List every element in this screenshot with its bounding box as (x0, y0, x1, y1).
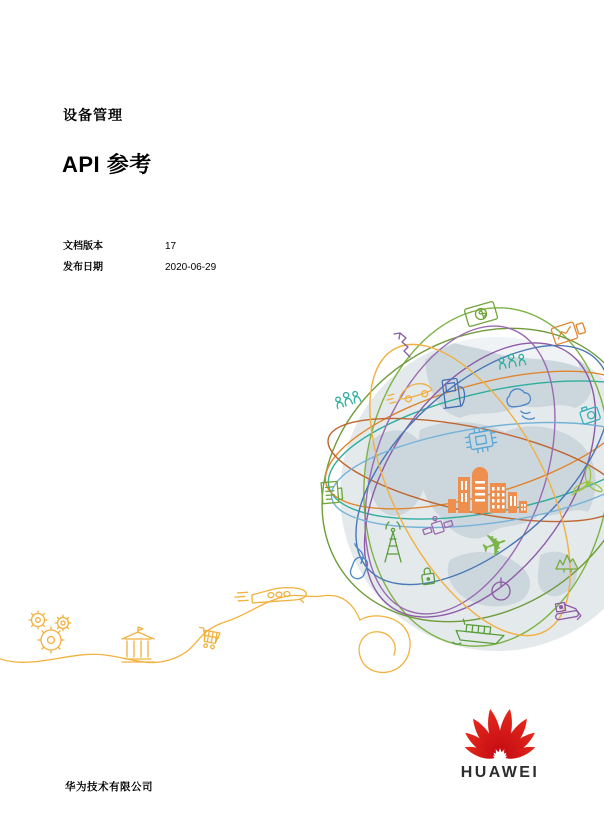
bank-icon (122, 627, 154, 662)
doc-title: API 参考 (62, 152, 152, 177)
company-name: 华为技术有限公司 (65, 781, 153, 793)
meta-value-date: 2020-06-29 (165, 262, 217, 273)
banknote-icon (464, 301, 498, 327)
meta-row-date (63, 257, 216, 278)
train-icon (235, 586, 307, 607)
meta-label-date: 发布日期 (63, 262, 103, 273)
doc-meta (63, 236, 216, 278)
globe-illustration (0, 280, 604, 700)
meta-label-version: 文档版本 (63, 241, 103, 252)
meta-value-version: 17 (165, 241, 177, 252)
huawei-logo (440, 706, 560, 788)
svg-text:✈: ✈ (475, 522, 514, 568)
people-group-left-icon (334, 389, 361, 409)
video-monitor-icon (551, 319, 587, 345)
gears-icon (29, 611, 71, 653)
huawei-wordmark: HUAWEI (460, 764, 540, 781)
product-name: 设备管理 (63, 107, 123, 123)
huawei-flower-icon (462, 706, 538, 762)
meta-row-version (63, 236, 216, 257)
